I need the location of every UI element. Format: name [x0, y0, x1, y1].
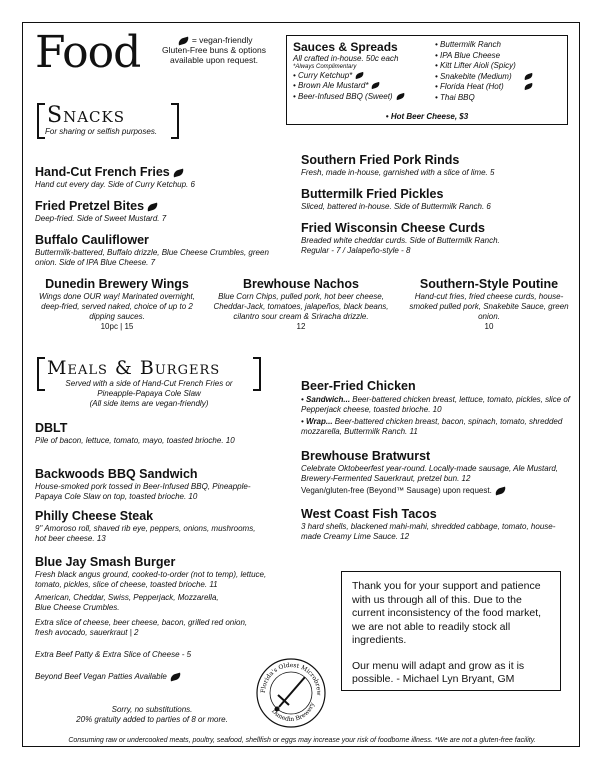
meals-sub-line: Pineapple-Papaya Cole Slaw: [97, 389, 201, 398]
sauces-note: *Always Complimentary: [293, 63, 357, 70]
item-desc: Buttermilk-battered, Buffalo drizzle, Blue Cheese Crumbles, green onion. Side of IPA Blue Cheese. 7: [35, 248, 269, 267]
notice-box: [341, 571, 561, 691]
item-desc: Hand-cut fries, fried cheese curds, house-smoked pulled pork, Snakebite Sauce, green onion.: [409, 292, 569, 321]
meal-item: [35, 509, 265, 544]
no-substitutions: Sorry, no substitutions.: [111, 705, 193, 714]
sauces-subtitle: All crafted in-house. 50c each: [293, 54, 399, 63]
leaf-icon: [523, 73, 533, 80]
leaf-icon: [494, 487, 506, 496]
item-title: Southern-Style Poutine: [419, 277, 559, 291]
item-extras: Extra slice of cheese, beer cheese, bacon, grilled red onion, fresh avocado, sauerkraut | 2: [35, 618, 248, 637]
item-desc: 3 hard shells, blackened mahi-mahi, shredded cabbage, tomato, house-made Creamy Lime Sauce. 12: [301, 522, 556, 541]
meals-sub-line: Served with a side of Hand-Cut French Fries or: [65, 379, 233, 388]
item-price: 10pc | 15: [100, 322, 134, 331]
item-cheese-options: American, Cheddar, Swiss, Pepperjack, Mozzarella, Blue Cheese Crumbles.: [35, 593, 219, 612]
logo-bottom-text: Dunedin Brewery: [269, 701, 317, 724]
item-title: West Coast Fish Tacos: [301, 507, 437, 521]
item-title: Beer-Fried Chicken: [301, 379, 416, 393]
sauces-title: Sauces & Spreads: [293, 40, 398, 54]
item-desc: Wings done OUR way! Marinated overnight, deep-fried, served naked, choice of up to 2 dipping sauces.: [39, 292, 195, 321]
item-title: Dunedin Brewery Wings: [45, 277, 189, 291]
meal-item: [301, 449, 573, 496]
legend: [153, 35, 275, 65]
item-desc: Deep-fried. Side of Sweet Mustard. 7: [35, 214, 167, 223]
leaf-icon: [395, 93, 405, 100]
meal-item: [301, 507, 573, 542]
item-desc: Fresh, made in-house, garnished with a slice of lime. 5: [301, 168, 495, 177]
sandwich-desc: Beer-battered chicken breast, lettuce, tomato, pickles, slice of Pepperjack cheese, toasted brioche. 10: [301, 395, 571, 414]
leaf-icon: [146, 202, 158, 211]
item-desc: House-smoked pork tossed in Beer-Infused BBQ, Pineapple-Papaya Cole Slaw on top, toasted brioche. 10: [35, 482, 251, 501]
notice-paragraph: Our menu will adapt and grow as it is possible. - Michael Lyn Bryant, GM: [352, 659, 525, 685]
meals-subtitle: [37, 379, 261, 409]
sauce-item: • Florida Heat (Hot): [435, 82, 565, 93]
item-title: Blue Jay Smash Burger: [35, 555, 176, 569]
item-desc: Blue Corn Chips, pulled pork, hot beer cheese, Cheddar-Jack, tomatoes, jalapeños, black beans, cilantro sour cream & Sriracha drizzle.: [213, 292, 389, 321]
item-title: Backwoods BBQ Sandwich: [35, 467, 198, 481]
sauce-item: • Beer-Infused BBQ (Sweet): [293, 92, 433, 103]
item-desc: Hand cut every day. Side of Curry Ketchup. 6: [35, 180, 195, 189]
snack-item: [35, 199, 285, 224]
sandwich-label: Sandwich...: [306, 395, 351, 404]
meals-heading: Meals & Burgers: [47, 357, 221, 379]
meal-item: [35, 467, 265, 502]
legend-availability: available upon request.: [170, 55, 258, 65]
leaf-icon: [523, 83, 533, 90]
legend-gluten-free: Gluten-Free buns & options: [162, 45, 266, 55]
item-title: Fried Pretzel Bites: [35, 199, 145, 213]
item-title: Buttermilk Fried Pickles: [301, 187, 444, 201]
snacks-subtitle: For sharing or selfish purposes.: [45, 127, 158, 136]
logo-top-text: Florida's Oldest Microbrew: [259, 661, 323, 696]
sauces-list-right: [435, 40, 565, 103]
legend-vegan: = vegan-friendly: [191, 35, 253, 45]
bracket-right: [171, 103, 179, 139]
house-notes: [33, 705, 271, 725]
notice-paragraph: Thank you for your support and patience with us through all of this. Due to the current inconsistency of the food market, we are not able to readily stock all ingredients.: [352, 580, 542, 646]
snack-item: [35, 233, 285, 268]
item-price: 12: [296, 322, 306, 331]
svg-text:Dunedin Brewery: [270, 701, 316, 723]
item-vegan-option: Vegan/gluten-free (Beyond™ Sausage) upon request.: [301, 486, 492, 495]
leaf-icon: [172, 168, 184, 177]
sauce-item: • Snakebite (Medium): [435, 72, 565, 83]
item-desc: Sliced, battered in-house. Side of Buttermilk Ranch. 6: [301, 202, 491, 211]
meal-item: Beer-Fried Chicken • Sandwich... Beer-battered chicken breast, lettuce, tomato, pickles, slice of Pepperjack cheese, toasted brioche. 10 • Wrap... Beer-battered chicken breast, bacon, spinach, tomato, shredded mozzarella, Buttermilk Ranch. 11: [301, 379, 573, 437]
sauce-item: • IPA Blue Cheese: [435, 51, 565, 62]
leaf-icon: [169, 673, 181, 682]
hot-beer-cheese: • Hot Beer Cheese, $3: [385, 112, 469, 121]
bracket-left: [37, 103, 45, 139]
meals-sub-line: (All side items are vegan-friendly): [89, 399, 209, 408]
sauces-box: [286, 35, 568, 125]
wrap-desc: Beer-battered chicken breast, bacon, spinach, tomato, shredded mozzarella, Buttermilk Ranch. 11: [301, 417, 563, 436]
item-desc: Fresh black angus ground, cooked-to-order (not to temp), lettuce, tomato, pickles, slice of cheese, toasted brioche. 11: [35, 570, 267, 589]
snacks-heading: Snacks: [47, 103, 125, 128]
leaf-icon: [355, 72, 365, 79]
snack-item: [301, 153, 571, 178]
leaf-icon: [371, 82, 381, 89]
item-title: Southern Fried Pork Rinds: [301, 153, 460, 167]
snack-item: [203, 277, 399, 332]
menu-page: [22, 22, 580, 747]
snack-item: [301, 187, 571, 212]
item-desc: Celebrate Oktobeerfest year-round. Locally-made sausage, Ale Mustard, Brewery-Fermented Sauerkraut, pretzel bun. 12: [301, 464, 559, 483]
item-title: DBLT: [35, 421, 68, 435]
item-desc: Breaded white cheddar curds. Side of Buttermilk Ranch.: [301, 236, 500, 245]
leaf-icon: [178, 36, 190, 45]
page-title: Food: [35, 27, 141, 78]
snack-item: [301, 221, 571, 256]
item-desc: 9" Amoroso roll, shaved rib eye, peppers, onions, mushrooms, hot beer cheese. 13: [35, 524, 256, 543]
snack-item: [407, 277, 571, 332]
snack-item: [35, 165, 285, 190]
sauce-item: • Curry Ketchup*: [293, 71, 433, 82]
sauce-item: • Brown Ale Mustard*: [293, 81, 433, 92]
item-extra-patty: Extra Beef Patty & Extra Slice of Cheese - 5: [35, 650, 192, 659]
item-desc: Pile of bacon, lettuce, tomato, mayo, toasted brioche. 10: [35, 436, 235, 445]
sauce-item: • Kitt Lifter Aioli (Spicy): [435, 61, 565, 72]
snack-item: [31, 277, 203, 332]
gratuity-note: 20% gratuity added to parties of 8 or more.: [76, 715, 228, 724]
item-price: 10: [484, 322, 494, 331]
sauce-item: • Buttermilk Ranch: [435, 40, 565, 51]
meal-item: [35, 421, 285, 446]
wrap-label: Wrap...: [306, 417, 333, 426]
meal-item: [35, 555, 290, 682]
item-title: Hand-Cut French Fries: [35, 165, 170, 179]
item-desc-price: Regular - 7 / Jalapeño-style - 8: [301, 246, 411, 255]
item-vegan-patty: Beyond Beef Vegan Patties Available: [35, 672, 167, 681]
item-title: Brewhouse Bratwurst: [301, 449, 431, 463]
sauce-item: • Thai BBQ: [435, 93, 565, 104]
item-title: Fried Wisconsin Cheese Curds: [301, 221, 485, 235]
footer-disclaimer: Consuming raw or undercooked meats, poultry, seafood, shellfish or eggs may increase your risk of foodborne illness. *We are not a gluten-free facility.: [68, 737, 536, 744]
sauces-list-left: [293, 71, 433, 103]
item-title: Philly Cheese Steak: [35, 509, 154, 523]
item-title: Brewhouse Nachos: [242, 277, 359, 291]
item-title: Buffalo Cauliflower: [35, 233, 149, 247]
